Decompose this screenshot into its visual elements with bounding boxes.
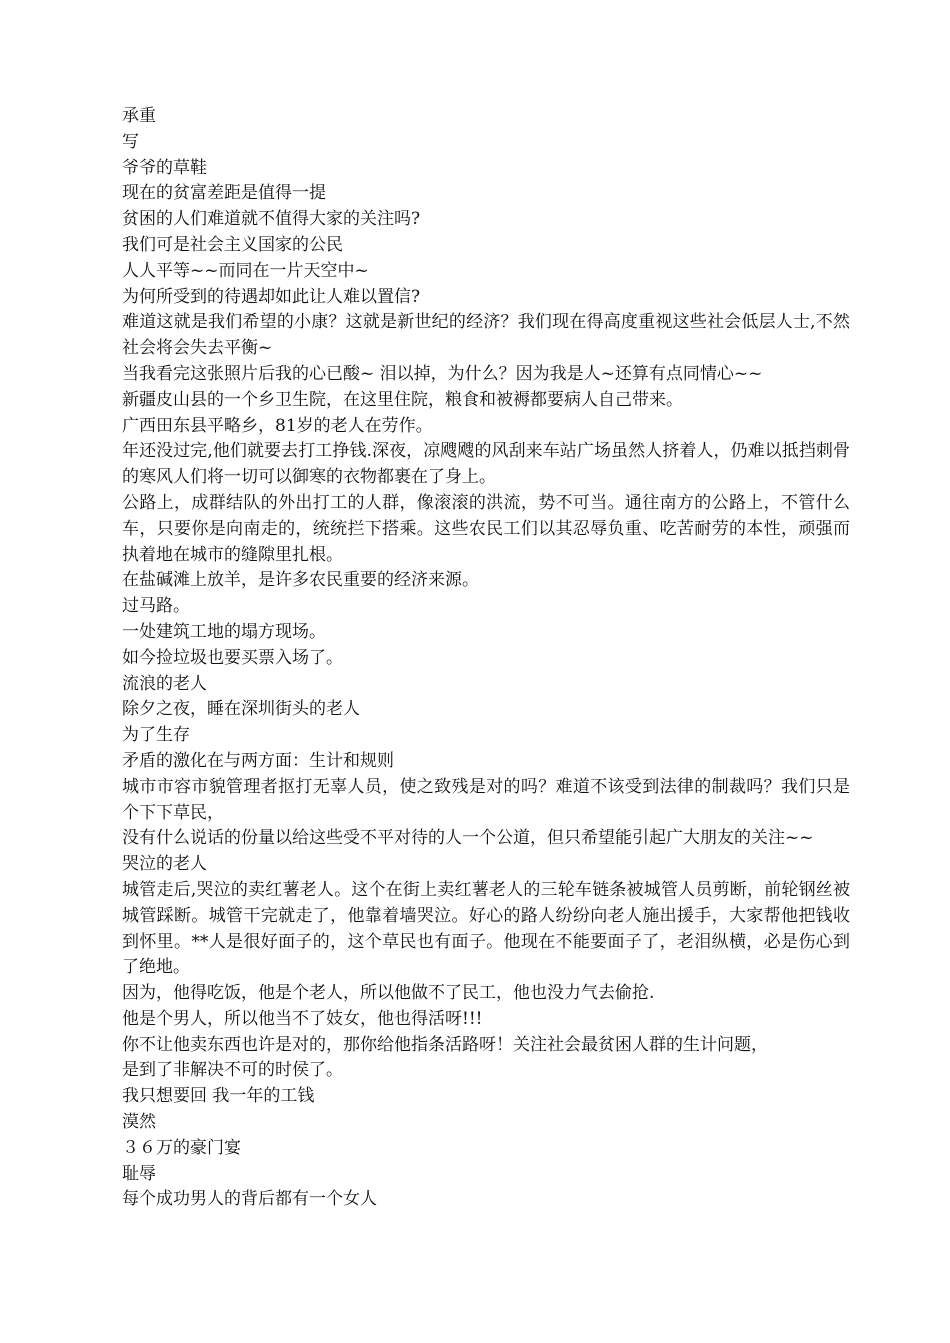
section-title: 耻辱	[122, 1163, 156, 1184]
photo-caption: 在盐碱滩上放羊，是许多农民重要的经济来源。	[122, 570, 479, 591]
document-body	[122, 104, 850, 1213]
title-grandpa-straw-shoes: 爷爷的草鞋	[122, 157, 207, 178]
text-paragraph: 城管走后,哭泣的卖红薯老人。这个在街上卖红薯老人的三轮车链条被城管人员剪断，前轮钢丝被城管踩断。城管干完就走了，他靠着墙哭泣。好心的路人纷纷向老人施出援手，大家帮他把钱收到怀里。**人是很好面子的，这个草民也有面子。他现在不能要面子了，老泪纵横，必是伤心到了绝地。	[122, 879, 850, 978]
text-line: 为何所受到的待遇却如此让人难以置信?	[122, 286, 421, 307]
text-line: 是到了非解决不可的时侯了。	[122, 1060, 343, 1081]
section-title: 每个成功男人的背后都有一个女人	[122, 1189, 377, 1210]
photo-caption: 过马路。	[122, 596, 190, 617]
text-line: 贫困的人们难道就不值得大家的关注吗?	[122, 209, 421, 230]
text-line: 我们可是社会主义国家的公民	[122, 234, 343, 255]
text-line: 你不让他卖东西也许是对的，那你给他指条活路呀！关注社会最贫困人群的生计问题，	[122, 1034, 768, 1055]
section-title: 流浪的老人	[122, 673, 207, 694]
section-title: ３６万的豪门宴	[122, 1137, 241, 1158]
heading-xie: 写	[122, 131, 139, 152]
text-line: 矛盾的激化在与两方面：生计和规则	[122, 750, 394, 771]
text-paragraph: 难道这就是我们希望的小康？这就是新世纪的经济？我们现在得高度重视这些社会低层人士,不然社会将会失去平衡~	[122, 312, 850, 359]
section-title: 我只想要回 我一年的工钱	[122, 1086, 315, 1107]
text-paragraph: 公路上，成群结队的外出打工的人群，像滚滚的洪流，势不可当。通往南方的公路上，不管什么车，只要你是向南走的，统统拦下搭乘。这些农民工们以其忍辱负重、吃苦耐劳的本性，顽强而执着地在城市的缝隙里扎根。	[122, 492, 850, 565]
text-paragraph: 年还没过完,他们就要去打工挣钱.深夜，凉飕飕的风刮来车站广场虽然人挤着人，仍难以抵挡刺骨的寒风人们将一切可以御寒的衣物都裹在了身上。	[122, 441, 850, 488]
photo-caption: 如今捡垃圾也要买票入场了。	[122, 647, 343, 668]
photo-caption: 新疆皮山县的一个乡卫生院，在这里住院，粮食和被褥都要病人自己带来。	[122, 389, 683, 410]
heading-chengzhong: 承重	[122, 106, 156, 126]
photo-caption: 广西田东县平略乡，81岁的老人在劳作。	[122, 415, 433, 436]
photo-caption: 除夕之夜，睡在深圳街头的老人	[122, 699, 360, 720]
text-line: 当我看完这张照片后我的心已酸~ 泪以掉，为什么？因为我是人~还算有点同情心~~	[122, 363, 763, 384]
text-line: 人人平等~~而同在一片天空中~	[122, 260, 369, 281]
text-line: 现在的贫富差距是值得一提	[122, 183, 326, 204]
text-line: 他是个男人，所以他当不了妓女，他也得活呀!!!	[122, 1008, 483, 1029]
text-line: 因为，他得吃饭，他是个老人，所以他做不了民工，他也没力气去偷抢.	[122, 983, 655, 1004]
text-line: 没有什么说话的份量以给这些受不平对待的人一个公道，但只希望能引起广大朋友的关注~~	[122, 828, 814, 849]
photo-caption: 一处建筑工地的塌方现场。	[122, 621, 326, 642]
text-paragraph: 城市市容市貌管理者抠打无辜人员，使之致残是对的吗？难道不该受到法律的制裁吗？我们只是个下下草民，	[122, 776, 850, 823]
section-title: 哭泣的老人	[122, 854, 207, 875]
section-title: 漠然	[122, 1112, 156, 1133]
section-title: 为了生存	[122, 725, 190, 746]
